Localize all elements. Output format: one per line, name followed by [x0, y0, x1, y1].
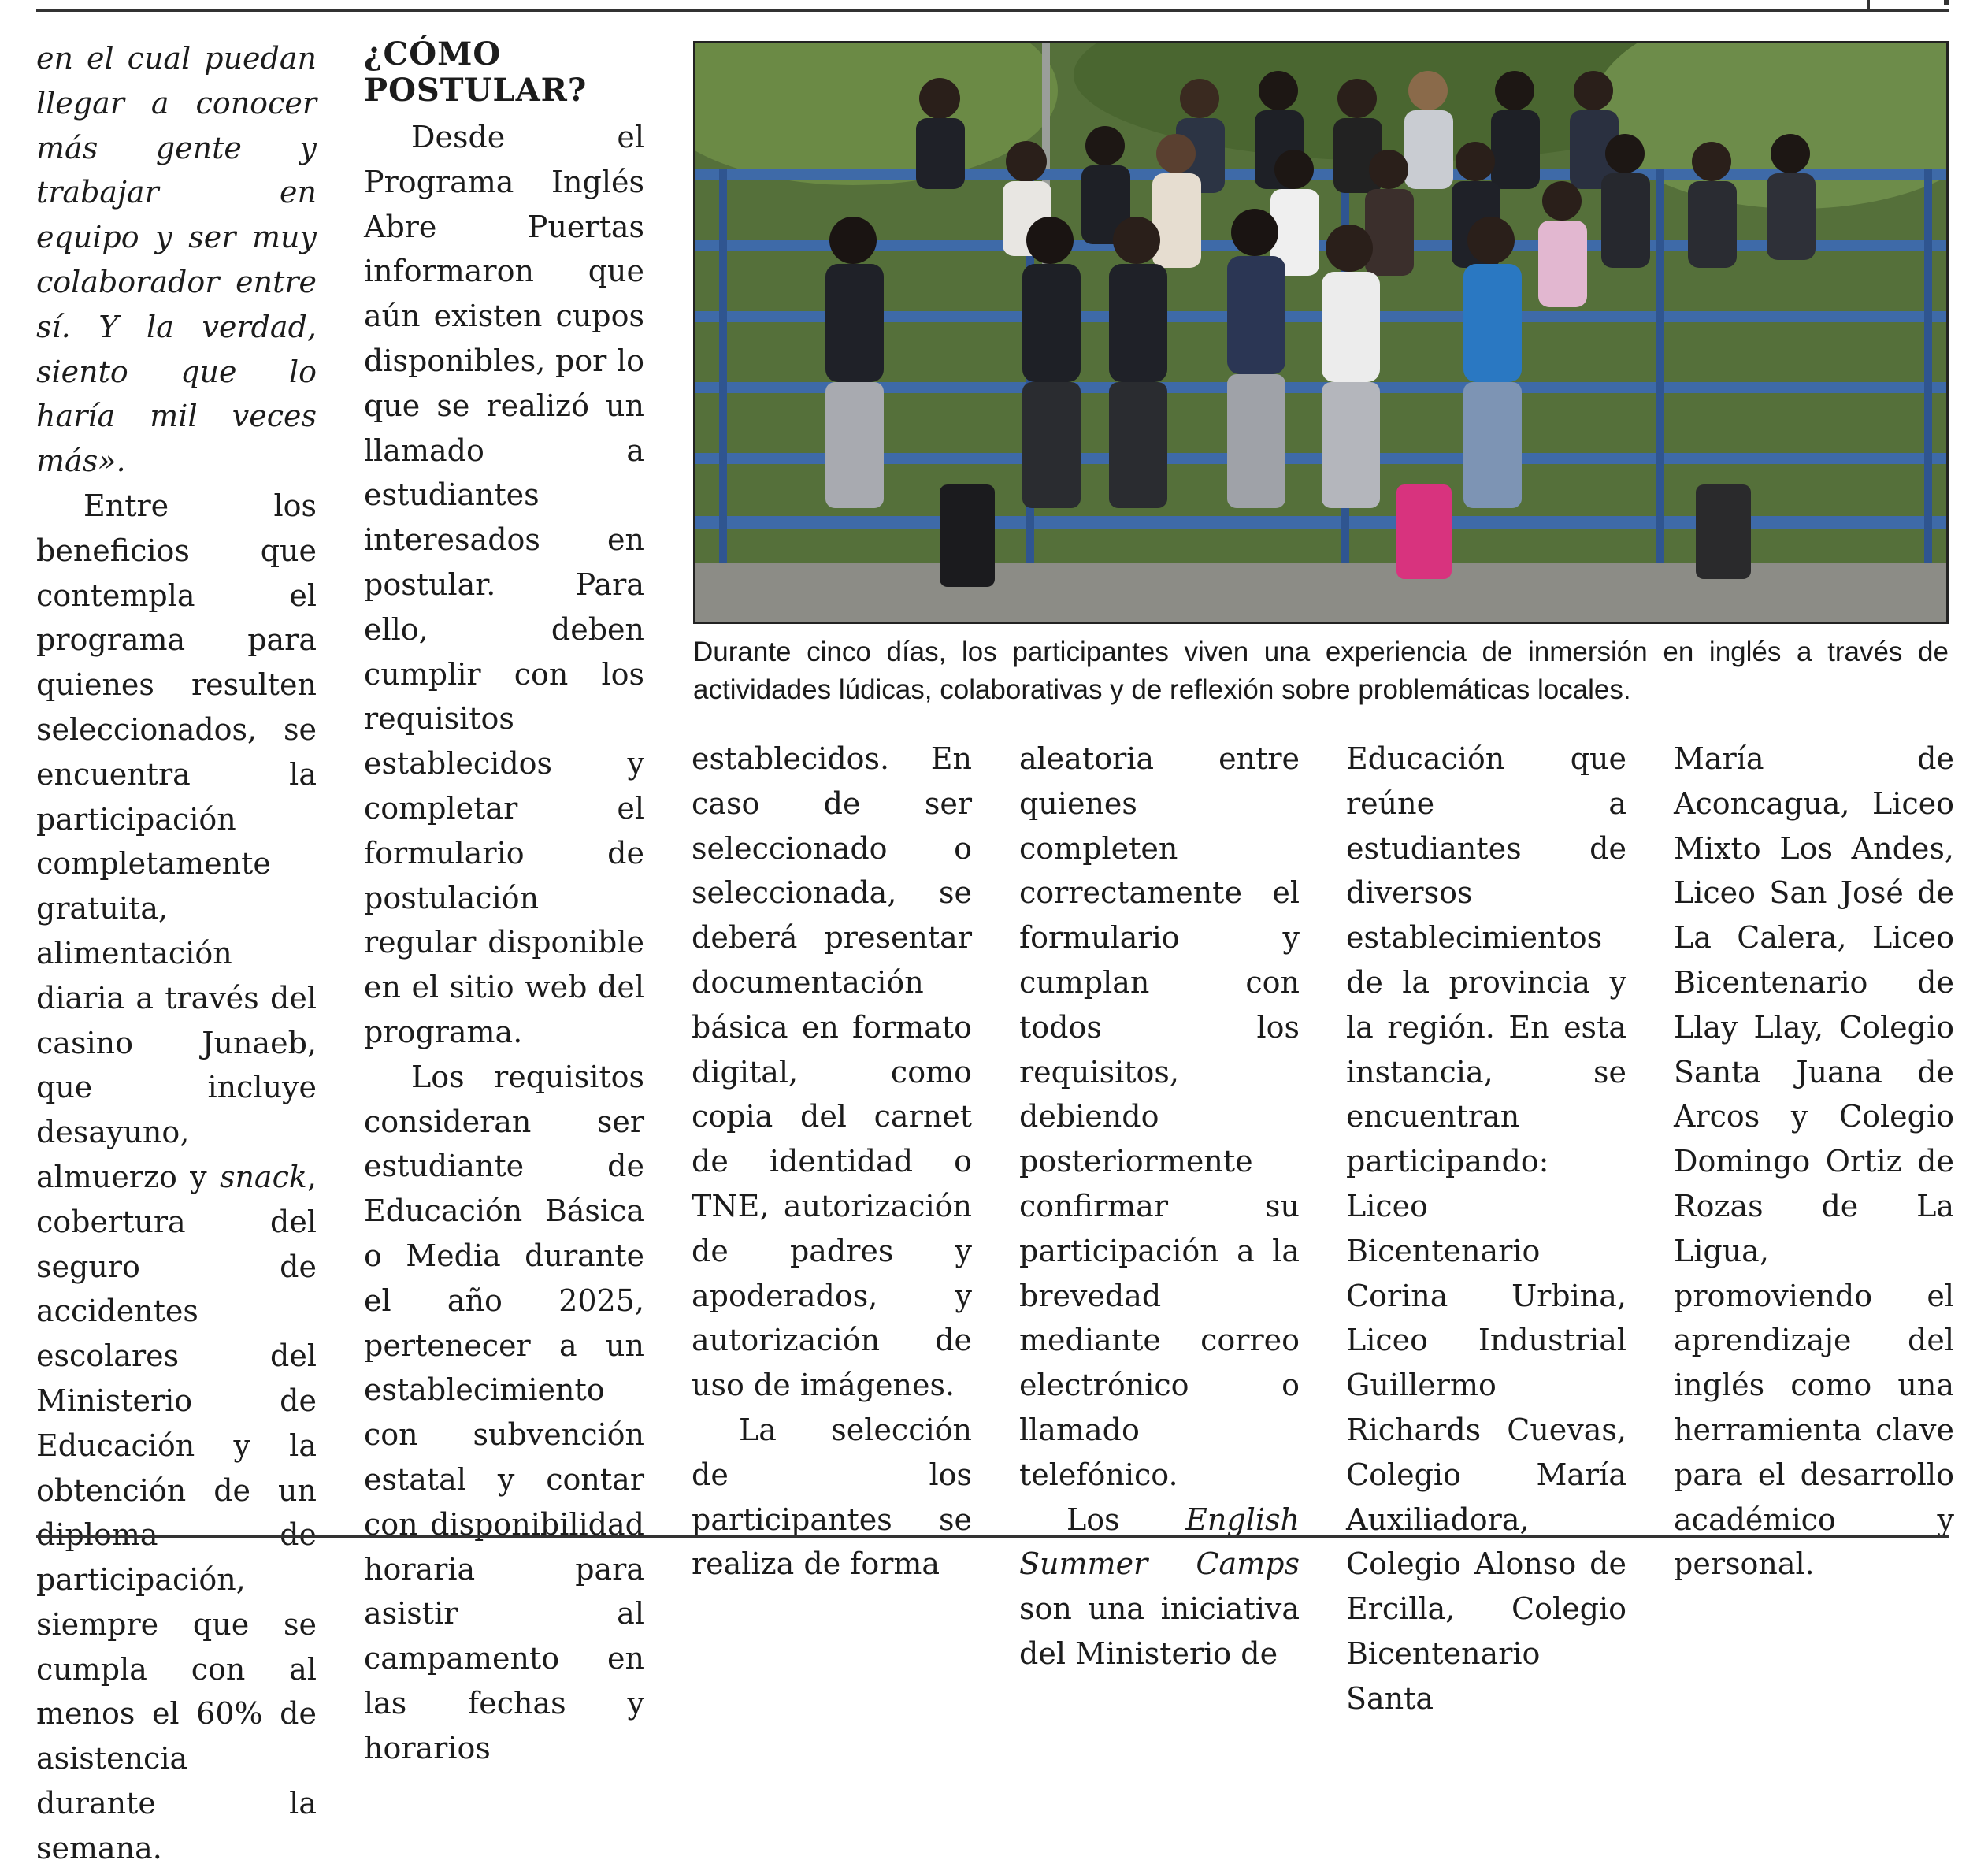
group-photo: [693, 41, 1949, 624]
camps-text-a: Los: [1066, 1502, 1186, 1537]
article-column-1: [36, 36, 317, 1871]
schools-paragraph-b: María de Aconcagua, Liceo Mixto Los Andes, Liceo San José de La Calera, Liceo Bicentenario de Llay Llay, Colegio Santa Juana de Arcos y Colegio Domingo Ortiz de Rozas de La Ligua, promoviendo el aprendizaje del inglés como una herramienta clave para el desarrollo académico y personal.: [1674, 741, 1954, 1582]
top-rule-divider: [1867, 0, 1870, 11]
top-rule: [36, 0, 1949, 12]
benefits-text-a: Entre los beneficios que contempla el programa para quienes resulten seleccionados, se encuentra la participación completamente gratuita, alimentación diaria a través del casino Junaeb, que incluye desayuno, almuerzo y: [36, 488, 317, 1194]
top-rule-mark: [1944, 0, 1949, 5]
requirements-paragraph: Los requisitos consideran ser estudiante de Educación Básica o Media durante el año 2025, pertenecer a un establecimiento con subvención estatal y contar con disponibilidad horaria para asistir al campamento en las fechas y horarios: [364, 1059, 644, 1765]
benefits-paragraph: [36, 484, 317, 1871]
benefits-text-snack: snack: [219, 1159, 307, 1194]
confirmation-paragraph: aleatoria entre quienes completen correctamente el formulario y cumplan con todos los requisitos, debiendo posteriormente confirmar su participación a la brevedad mediante correo electrónico o llamado telefónico.: [1019, 741, 1300, 1492]
article-column-6: [1674, 737, 1954, 1587]
group-photo-illustration: [695, 43, 1946, 622]
selection-paragraph: La selección de los participantes se realiza de forma: [692, 1412, 972, 1582]
documentation-paragraph: establecidos. En caso de ser seleccionado o seleccionada, se deberá presentar documentación básica en formato digital, como copia del carnet de identidad o TNE, autorización de padres y apoderados, y autorización de uso de imágenes.: [692, 741, 972, 1403]
quote-paragraph: en el cual puedan llegar a conocer más gente y trabajar en equipo y ser muy colaborador entre sí. Y la verdad, siento que lo haría mil veces más».: [36, 41, 317, 479]
camps-text-b: son una iniciativa del Ministerio de: [1019, 1591, 1300, 1671]
article-column-2: [364, 36, 644, 1770]
schools-paragraph-a: Educación que reúne a estudiantes de diversos establecimientos de la provincia y la región. En esta instancia, se encuentran participando: Liceo Bicentenario Corina Urbina, Liceo Industrial Guillermo Richards Cuevas, Colegio María Auxiliadora, Colegio Alonso de Ercilla, Colegio Bicentenario Santa: [1346, 741, 1626, 1716]
article-column-5: [1346, 737, 1626, 1721]
article-column-3: [692, 737, 972, 1587]
camps-text-italic: English Summer Camps: [1019, 1502, 1300, 1582]
photo-caption: Durante cinco días, los participantes viven una experiencia de inmersión en inglés a través de actividades lúdicas, colaborativas y de reflexión sobre problemáticas locales.: [693, 637, 1949, 705]
camps-paragraph: [1019, 1498, 1300, 1676]
section-heading: ¿CÓMO POSTULAR?: [364, 35, 588, 109]
benefits-text-b: , cobertura del seguro de accidentes escolares del Ministerio de Educación y la obtención de un diploma de participación, siempre que se cumpla con al menos el 60% de asistencia durante la semana.: [36, 1159, 317, 1865]
apply-paragraph: Desde el Programa Inglés Abre Puertas informaron que aún existen cupos disponibles, por lo que se realizó un llamado a estudiantes interesados en postular. Para ello, deben cumplir con los requisitos establecidos y completar el formulario de postulación regular disponible en el sitio web del programa.: [364, 120, 644, 1049]
bottom-rule: [36, 1535, 1949, 1538]
